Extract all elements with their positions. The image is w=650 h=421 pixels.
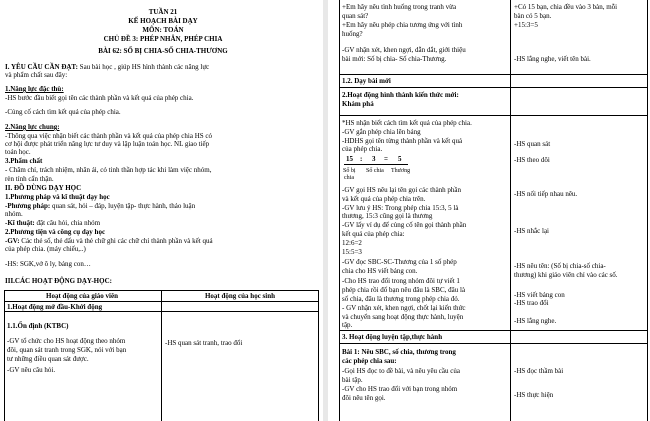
r2-gv-h: thương, 15:3 cũng gọi là thương: [342, 212, 433, 220]
technique-label: -Kĩ thuật:: [5, 219, 35, 227]
plan-heading: KẾ HOẠCH BÀI DẠY: [128, 17, 198, 25]
subject-heading: MÔN: TOÁN: [142, 26, 184, 34]
r4-hs-a: -HS đọc thầm bài: [514, 367, 564, 375]
quality-a: - Chăm chỉ, trách nhiệm, nhân ái, có tinh thần hợp tác khi làm việc nhóm,: [5, 166, 212, 174]
discovery-title-b: Khám phá: [342, 100, 374, 108]
lesson-heading: BÀI 62: SỐ BỊ CHIA-SỐ CHIA-THƯƠNG: [98, 47, 228, 55]
method-text: quan sát, hỏi – đáp, luyện tập- thực hành, thảo luận: [50, 202, 196, 210]
week-heading: TUẦN 21: [148, 8, 178, 16]
r2-gv-r: - GV nhận xét, khen ngợi, chốt lại kiến thức: [342, 304, 466, 312]
r2-hs-e: -HS nêu tên: (Số bị chia-số chia-: [514, 262, 606, 270]
division-sign: :: [360, 155, 363, 163]
divisor-label: Số chia: [366, 168, 384, 174]
r0-gv-d: huống?: [342, 30, 363, 38]
r4-gv-b: bài tập.: [342, 376, 363, 384]
method-line: [5, 202, 195, 210]
r0-hs-a: +Có 15 bạn, chia đều vào 3 bàn, mỗi: [514, 3, 618, 11]
r4-gv-d: đôi nêu tên gọi.: [342, 394, 386, 402]
document-page-1: [0, 0, 323, 421]
section-1-line: [5, 63, 209, 71]
tools-gv-line: [5, 237, 213, 245]
document-page-2: [328, 0, 650, 421]
activity-1-1-a: -GV tổ chức cho HS hoạt động theo nhóm: [7, 337, 126, 345]
r4-hs-b: -HS thực hiện: [514, 391, 554, 399]
r2-gv-q: số chia, đâu là thương trong phép chia đó.: [342, 295, 460, 303]
quotient-number: 5: [398, 155, 402, 163]
competence-general-c: toán học.: [5, 148, 31, 156]
r2-hs-d: -HS nhắc lại: [514, 227, 549, 235]
exercise-1-title-b: các phép chia sau:: [342, 357, 397, 365]
r2-gv-t: tập.: [342, 321, 353, 329]
r4-gv-c: -GV cho HS trao đổi với bạn trong nhóm: [342, 385, 458, 393]
r2-gv-p: phép chia rồi đố bạn nêu đâu là SBC, đâu là: [342, 286, 466, 294]
activity-1-title: 1.Hoạt động mở đầu-Khởi động: [7, 303, 103, 311]
r2-hs-g: -HS viết bảng con: [514, 291, 565, 299]
exercise-1-title-a: Bài 1: Nêu SBC, số chia, thương trong: [342, 348, 456, 356]
tools-gv-label: -GV:: [5, 237, 20, 245]
r2-gv-g: -GV lưu ý HS: Trong phép chia 15:3, 5 là: [342, 204, 459, 212]
competence-specific-a: -HS bước đầu biết gọi tên các thành phần và kết quả của phép chia.: [5, 94, 194, 102]
table-head-teacher: Hoạt động của giáo viên: [46, 292, 118, 300]
section-3-title: III.CÁC HOẠT ĐỘNG DẠY-HỌC:: [5, 277, 112, 285]
divisor-number: 3: [372, 155, 376, 163]
new-lesson-title: 1.2. Dạy bài mới: [342, 77, 391, 85]
discovery-title-a: 2.Hoạt động hình thành kiến thức mới:: [342, 91, 459, 99]
table-head-student: Hoạt động của học sinh: [204, 292, 276, 300]
section-1-text-2: và phẩm chất sau đây:: [5, 71, 68, 79]
r2-hs-a: -HS quan sát: [514, 140, 551, 148]
competence-general-a: -Thông qua việc nhận biết các thành phần và kết quả của phép chia HS có: [5, 132, 213, 140]
r2-hs-i: -HS lắng nghe.: [514, 317, 557, 325]
r2-gv-i: -GV lấy ví dụ để củng cố tên gọi thành phần: [342, 221, 467, 229]
tools-hs: -HS: SGK,vở ô ly, bảng con…: [5, 260, 91, 268]
r0-gv-a: +Em hãy nêu tình huống trong tranh vừa: [342, 3, 457, 11]
topic-heading: CHỦ ĐỀ 3: PHÉP NHÂN, PHÉP CHIA: [103, 35, 223, 43]
r2-hs-h: -HS trao đổi: [514, 299, 549, 307]
tools-gv-text: Các thẻ số, thẻ dấu và thẻ chữ ghi các chữ chỉ thành phần và kết quả: [19, 237, 213, 245]
activity-1-1-d: -GV nêu câu hỏi.: [7, 366, 56, 374]
r0-gv-f: bài mới: Số bị chia- Số chia-Thương.: [342, 55, 447, 63]
section-2-title: II. ĐỒ DÙNG DẠY HỌC: [5, 184, 82, 192]
r0-hs-b: bàn có 5 bạn.: [514, 12, 552, 20]
quality-title: 3.Phẩm chất: [5, 157, 43, 165]
practice-title: 3. Hoạt động luyện tập,thực hành: [342, 333, 443, 341]
r0-gv-e: -GV nhận xét, khen ngợi, dẫn dắt, giới thiệu: [342, 46, 466, 54]
r2-hs-b: -HS theo dõi: [514, 156, 550, 164]
r2-gv-a: *HS nhận biết cách tìm kết quả của phép chia.: [342, 119, 472, 127]
technique-line: [5, 219, 100, 227]
r2-gv-d: của phép chia.: [342, 145, 383, 153]
quality-b: rèn tính cẩn thận.: [5, 175, 54, 183]
dividend-label-b: chia: [344, 175, 354, 181]
quotient-label: Thương: [391, 168, 411, 174]
r2-gv-l: 15:5=3: [342, 248, 362, 256]
r0-gv-b: quan sát?: [342, 12, 369, 20]
section-1-title: I. YÊU CẦU CẦN ĐẠT:: [5, 63, 78, 71]
competence-specific-title: 1.Năng lực đặc thù:: [5, 85, 64, 93]
r2-gv-m: -GV đọc SBC-SC-Thương của 1 số phép: [342, 258, 457, 266]
dividend-label-a: Số bị: [343, 168, 356, 174]
r2-gv-n: chia cho HS viết bảng con.: [342, 267, 418, 275]
activity-1-student: -HS quan sát tranh, trao đổi: [165, 339, 243, 347]
r2-gv-c: -HDHS gọi tên từng thành phần và kết quả: [342, 137, 463, 145]
dividend-number: 15: [346, 155, 353, 163]
tools-gv-text-b: của phép chia. (máy chiếu,..): [5, 245, 86, 253]
method-label: -Phương pháp:: [5, 202, 51, 210]
method-text-b: nhóm.: [5, 210, 23, 218]
activity-1-1-c: tư những điều quan sát được.: [7, 355, 89, 363]
r2-hs-c: -HS nối tiếp nhau nêu.: [514, 190, 578, 198]
r0-gv-c: +Em hãy nêu phép chia tương ứng với tình: [342, 21, 463, 29]
r2-gv-k: 12:6=2: [342, 239, 362, 247]
r0-hs-d: -HS lắng nghe, viết tên bài.: [514, 55, 591, 63]
r0-hs-c: +15:3=5: [514, 21, 538, 29]
tools-title: 2.Phương tiện và công cụ dạy học: [5, 228, 106, 236]
method-title: 1.Phương pháp và kĩ thuật dạy học: [5, 193, 110, 201]
competence-specific-b: -Củng cố cách tìm kết quả của phép chia.: [5, 108, 121, 116]
r2-gv-o: -Cho HS trao đổi trong nhóm đôi tự viết 1: [342, 277, 460, 285]
technique-text: đặt câu hỏi, chia nhóm: [34, 219, 101, 227]
r2-hs-f: thương) khi giáo viên chỉ vào các số.: [514, 271, 618, 279]
equals-sign: =: [384, 155, 388, 163]
r2-gv-e: -GV gọi HS nêu lại tên gọi các thành phần: [342, 186, 462, 194]
activity-1-1-title: 1.1.Ổn định (KTBC): [7, 322, 69, 330]
r2-gv-f: và kết quả của phép chia trên.: [342, 195, 426, 203]
r2-gv-j: kết quả của phép chia:: [342, 230, 405, 238]
activity-1-1-b: đôi, quan sát tranh trong SGK, nói với bạn: [7, 346, 127, 354]
competence-general-b: cơ hội được phát triển năng lực tư duy và lập luận toán học. NL giao tiếp: [5, 140, 210, 148]
r2-gv-s: và chuyển sang hoạt động thực hành, luyện: [342, 313, 464, 321]
r4-gv-a: -Gọi HS đọc to đề bài, và nêu yêu cầu của: [342, 367, 460, 375]
competence-general-title: 2.Năng lực chung:: [5, 123, 60, 131]
r2-gv-b: -GV gắn phép chia lên bảng: [342, 128, 421, 136]
section-1-text: Sau bài học , giúp HS hình thành các năng lực: [79, 63, 210, 71]
